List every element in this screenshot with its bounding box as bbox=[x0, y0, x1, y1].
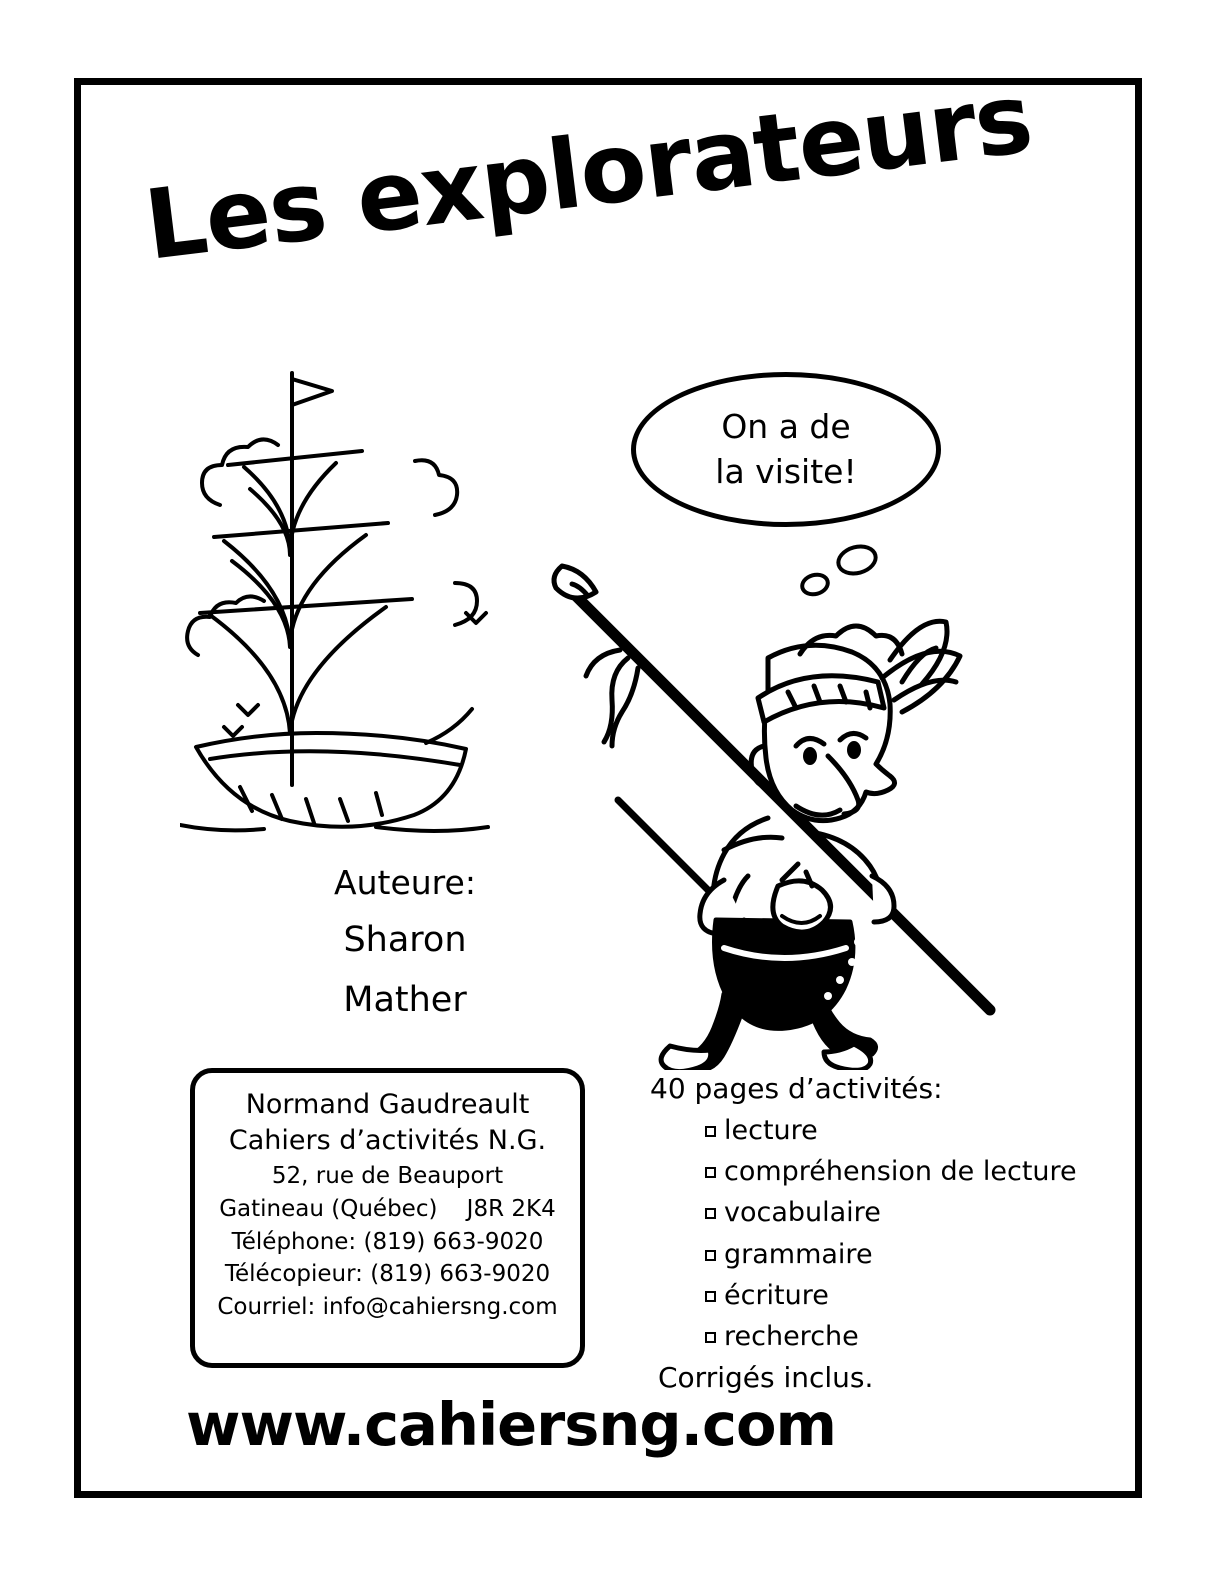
publisher-phone: Téléphone: (819) 663-9020 bbox=[231, 1228, 544, 1255]
speech-bubble-line-2: la visite! bbox=[715, 451, 857, 491]
author-block bbox=[255, 855, 555, 1030]
list-item bbox=[705, 1154, 1080, 1190]
checkbox-icon bbox=[705, 1126, 716, 1137]
list-item bbox=[705, 1278, 1080, 1314]
checkbox-icon bbox=[705, 1291, 716, 1302]
activities-heading: 40 pages d’activités: bbox=[650, 1072, 943, 1105]
sailing-ship-icon bbox=[180, 355, 510, 855]
list-item bbox=[705, 1195, 1080, 1231]
list-item bbox=[705, 1237, 1080, 1273]
checkbox-icon bbox=[705, 1250, 716, 1261]
list-item bbox=[705, 1319, 1080, 1355]
activity-label: écriture bbox=[724, 1279, 829, 1311]
activity-label: recherche bbox=[724, 1320, 859, 1352]
author-label: Auteure: bbox=[334, 863, 476, 902]
publisher-box bbox=[190, 1068, 585, 1368]
speech-bubble bbox=[631, 372, 941, 527]
publisher-name: Normand Gaudreault bbox=[245, 1089, 530, 1120]
author-last-name: Mather bbox=[343, 979, 467, 1020]
checkbox-icon bbox=[705, 1332, 716, 1343]
activities-footer: Corrigés inclus. bbox=[658, 1361, 874, 1395]
activities-block bbox=[650, 1072, 1080, 1394]
list-item bbox=[705, 1113, 1080, 1149]
speech-bubble-line-1: On a de bbox=[721, 406, 851, 446]
publisher-company: Cahiers d’activités N.G. bbox=[228, 1124, 547, 1156]
publisher-fax: Télécopieur: (819) 663-9020 bbox=[224, 1261, 551, 1288]
author-first-name: Sharon bbox=[343, 920, 467, 961]
page-title-text: Les explorateurs bbox=[139, 62, 1038, 282]
explorer-character-icon bbox=[510, 550, 1040, 1070]
activities-list bbox=[650, 1113, 1080, 1355]
publisher-street: 52, rue de Beauport bbox=[271, 1163, 504, 1190]
activity-label: grammaire bbox=[724, 1238, 873, 1270]
activity-label: vocabulaire bbox=[724, 1197, 881, 1229]
publisher-city-postal: Gatineau (Québec) J8R 2K4 bbox=[219, 1195, 556, 1222]
publisher-email: Courriel: info@cahiersng.com bbox=[217, 1293, 558, 1320]
activity-label: compréhension de lecture bbox=[724, 1156, 1077, 1188]
activity-label: lecture bbox=[724, 1115, 818, 1146]
checkbox-icon bbox=[705, 1167, 716, 1178]
checkbox-icon bbox=[705, 1208, 716, 1219]
website-url[interactable]: www.cahiersng.com bbox=[186, 1390, 837, 1459]
